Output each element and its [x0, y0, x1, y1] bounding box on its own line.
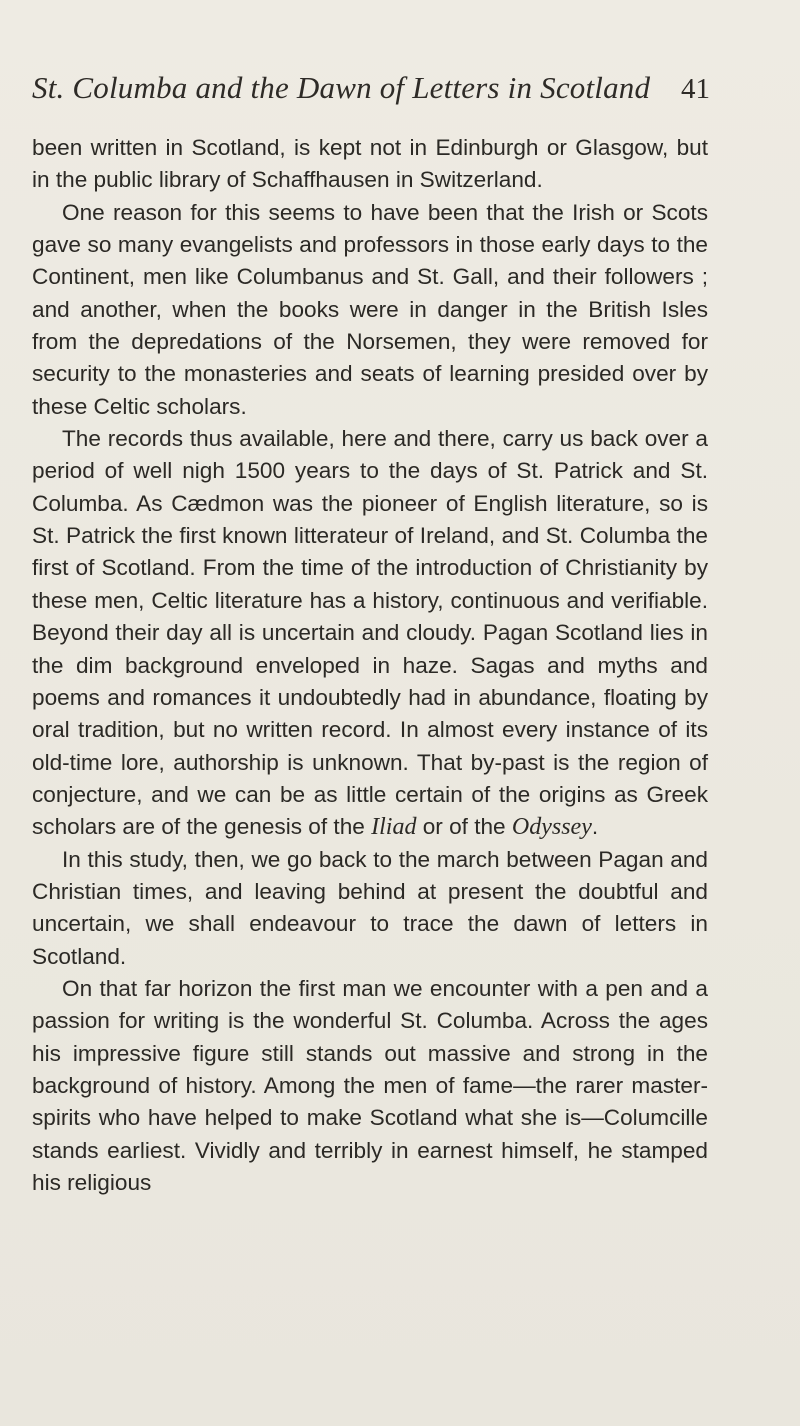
paragraph-continuation: been written in Scotland, is kept not in Edinburgh or Glasgow, but in the public library of Schaffhausen in Switzerland.: [32, 135, 708, 193]
running-head: [32, 70, 710, 106]
paragraph: [32, 423, 708, 843]
running-title: St. Columba and the Dawn of Letters in Scotland: [32, 70, 651, 105]
paragraph-text: or of the: [416, 814, 512, 840]
book-title-odyssey: Odyssey: [511, 814, 592, 841]
paragraph: In this study, then, we go back to the march between Pagan and Christian times, and leaving behind at present the doubtful and uncertain, we shall endeavour to trace the dawn of letters in Scotland.: [32, 846, 708, 969]
paragraph-text: .: [591, 814, 599, 840]
body-text: [32, 132, 708, 1199]
paragraph: One reason for this seems to have been that the Irish or Scots gave so many evangelists and professors in those early days to the Continent, men like Columbanus and St. Gall, and their followers ; and another, when the books were in danger in the British Isles from the depredations of the Norsemen, they were removed for security to the monasteries and seats of learning presided over by these Celtic scholars.: [32, 199, 708, 419]
paragraph: On that far horizon the first man we encounter with a pen and a passion for writing is the wonderful St. Columba. Across the ages his impressive figure still stands out massive and strong in the background of history. Among the men of fame—the rarer master-spirits who have helped to make Scotland what she is—Columcille stands earliest. Vividly and terribly in earnest himself, he stamped his religious: [32, 975, 708, 1195]
paragraph-text: The records thus available, here and there, carry us back over a period of well nigh 1500 years to the days of St. Patrick and St. Columba. As Cædmon was the pioneer of English literature, so is St. Patrick the first known litterateur of Ireland, and St. Columba the first of Scotland. From the time of the introduction of Christianity by these men, Celtic literature has a history, continuous and verifiable. Beyond their day all is uncertain and cloudy. Pagan Scotland lies in the dim background enveloped in haze. Sagas and myths and poems and romances it undoubtedly had in abundance, floating by oral tradition, but no written record. In almost every instance of its old-time lore, authorship is unknown. That by-past is the region of conjecture, and we can be as little certain of the origins as Greek scholars are of the genesis of the: [32, 426, 708, 840]
page-number: 41: [681, 73, 710, 105]
book-title-iliad: Iliad: [371, 814, 417, 841]
